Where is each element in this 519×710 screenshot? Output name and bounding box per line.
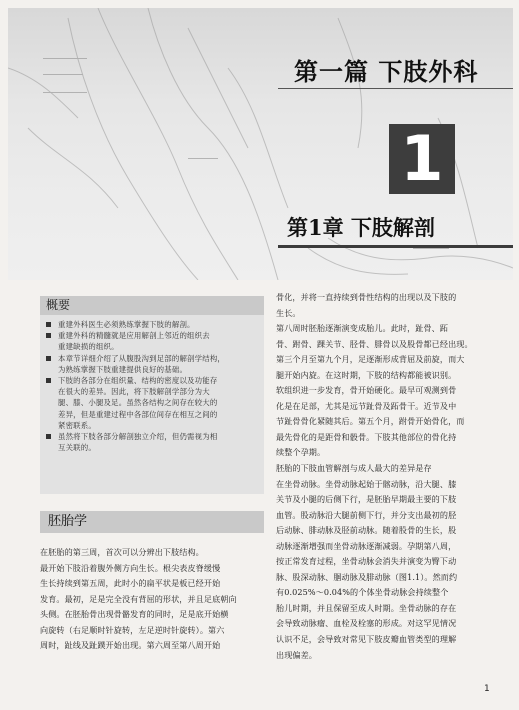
- body-text-line: 头侧。在胚胎骨出现骨骼发育的同时，足是底开始横: [40, 609, 229, 620]
- body-text-line: 出现偏差。: [276, 649, 317, 660]
- overview-item-line: 在很大的差异。因此，将下肢解剖学部分为大: [58, 387, 210, 397]
- overview-item-line: 重建缺损的组织。: [58, 342, 119, 352]
- overview-item-line: 本章节详细介绍了从腹股沟到足部的解剖学结构，: [58, 353, 225, 363]
- overview-item: [46, 319, 258, 330]
- overview-item-line: 虽然将下肢各部分解剖独立介绍，但仍需视为相: [58, 432, 218, 442]
- section-heading-embryology: 胚胎学: [48, 514, 88, 529]
- page-number: 1: [484, 684, 490, 694]
- body-text-line: 关节及小腿的后侧下行，是胚胎早期最主要的下肢: [276, 494, 457, 505]
- overview-item-line: 紧密联系。: [58, 420, 96, 430]
- body-text-line: 最开始下肢沿着腹外侧方向生长。根尖表皮脊缓慢: [40, 562, 221, 573]
- body-text-line: 后动脉、腓动脉及胫前动脉。随着股骨的生长，股: [276, 525, 457, 536]
- body-text-line: 血管。股动脉沿大腿前侧下行，并分支出最初的胫: [276, 509, 457, 520]
- body-text-line: 续整个孕期。: [276, 447, 326, 458]
- body-text-line: 向旋转（右足顺时针旋转，左足逆时针旋转）。第六: [40, 624, 225, 635]
- section-heading-bar: [40, 511, 264, 533]
- body-text-line: 认识不足，会导致对常见下肢皮瓣血管类型的理解: [276, 634, 457, 645]
- embryology-right-column: [276, 290, 494, 663]
- part-title: 第一篇 下肢外科: [294, 58, 479, 86]
- body-text-line: 生长。: [276, 307, 301, 318]
- body-text-line: 化是在足部，尤其是远节趾骨及跖骨干。近节及中: [276, 400, 457, 411]
- body-text-line: 周时，趾线及趾蹼开始出现。第六周至第八周开始: [40, 640, 221, 651]
- body-text-line: 生长持续到第五周，此时小的扁平状是板已经开始: [40, 578, 221, 589]
- body-text-line: 脉、股深动脉、腘动脉及腓动脉（图1.1）。然而约: [276, 571, 458, 582]
- overview-list: [40, 319, 264, 453]
- body-text-line: 胎儿时期，并且保留至成人时期。坐骨动脉的存在: [276, 602, 457, 613]
- body-text-line: 骨化，并将一直持续到骨性结构的出现以及下肢的: [276, 292, 457, 302]
- body-text-line: 节趾骨骨化紧随其后。第五个月，跗骨开始骨化，而: [276, 416, 465, 427]
- overview-item-line: 差异，但是重建过程中各部位间存在相互之间的: [58, 409, 218, 419]
- body-text-line: 动脉逐渐增强而坐骨动脉逐渐减弱。孕期第八周，: [276, 540, 457, 551]
- body-text-line: 腿开始内旋。在这时期，下肢的结构都能被识别。: [276, 369, 457, 380]
- overview-item-line: 重建外科医生必须熟练掌握下肢的解剖。: [58, 320, 195, 329]
- overview-item: [46, 375, 258, 431]
- body-text-line: 在胚胎的第三周，首次可以分辨出下肢结构。: [40, 547, 204, 557]
- body-text-line: 胚胎的下肢血管解剖与成人最大的差异是存: [276, 463, 432, 474]
- overview-item-line: 下肢的各部分在组织量、结构的密度以及功能存: [58, 376, 218, 386]
- body-text-line: 软组织进一步发育，骨开始硬化。最早可观测到骨: [276, 385, 457, 396]
- body-text-line: 发育。最初，足是完全没有背屈的形状，并且足底朝向: [40, 593, 237, 604]
- overview-item-line: 腿、膝、小腿及足。虽然各结构之间存在较大的: [58, 398, 218, 408]
- chapter-title-rule: [278, 245, 513, 248]
- body-text-line: 会导致动脉瘤、血栓及栓塞的形成。对这罕见情况: [276, 618, 457, 629]
- body-text-line: 有0.025%～0.04%的个体坐骨动脉会持续整个: [276, 587, 449, 598]
- chapter-number-box: 1: [389, 124, 455, 194]
- overview-box: [40, 296, 264, 494]
- body-text-line: 骨、跗骨、踝关节、胫骨、腓骨以及股骨都已经出现。: [276, 338, 473, 349]
- overview-item-line: 互关联的。: [58, 443, 96, 453]
- overview-item: [46, 353, 258, 375]
- overview-item: [46, 330, 258, 352]
- overview-item: [46, 431, 258, 453]
- chapter-banner: [8, 8, 513, 280]
- body-text-line: 第八周时胚胎逐渐演变成胎儿。此时，趾骨、跖: [276, 323, 449, 334]
- body-text-line: 最先骨化的是距骨和骰骨。下肢其他部位的骨化持: [276, 431, 457, 442]
- overview-heading: 概要: [40, 296, 264, 315]
- chapter-title: 第1章 下肢解剖: [287, 215, 435, 240]
- embryology-left-column: [40, 545, 266, 654]
- body-text-line: 按正常发育过程，坐骨动脉会消失并演变为臀下动: [276, 556, 457, 567]
- body-text-line: 第三个月至第九个月，足逐渐形成背屈及前旋，而大: [276, 354, 465, 365]
- body-text-line: 在坐骨动脉。坐骨动脉起始于髂动脉，沿大腿、膝: [276, 478, 457, 489]
- overview-item-line: 重建外科的精髓就是应用解剖上邻近的组织去: [58, 331, 210, 341]
- part-title-underline: [278, 88, 513, 89]
- overview-item-line: 为熟练掌握下肢重建提供良好的基础。: [58, 364, 188, 374]
